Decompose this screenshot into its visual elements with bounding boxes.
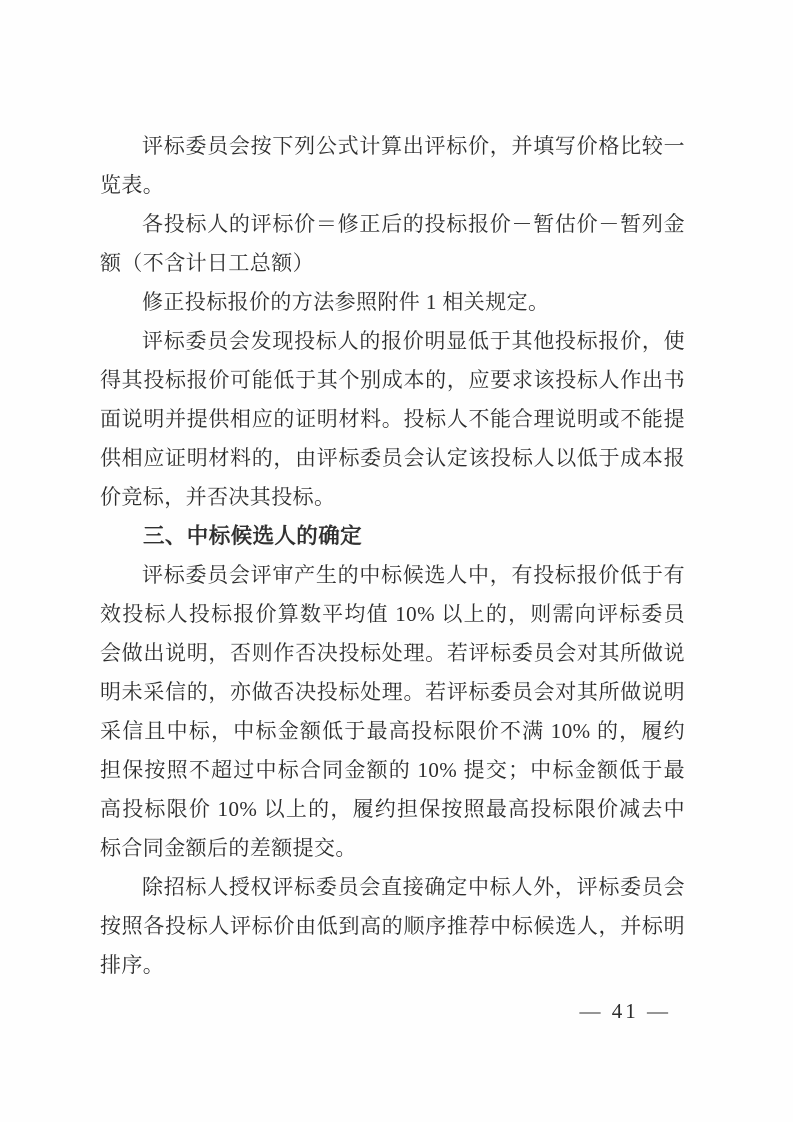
- paragraph-candidate-rules: 评标委员会评审产生的中标候选人中，有投标报价低于有效投标人投标报价算数平均值 10% 以上的，则需向评标委员会做出说明，否则作否决投标处理。若评标委员会对其所做说明未采信的，亦做否决投标处理。若评标委员会对其所做说明采信且中标，中标金额低于最高投标限价不满 10% 的，履约担保按照不超过中标合同金额的 10% 提交；中标金额低于最高投标限价 10% 以上的，履约担保按照最高投标限价减去中标合同金额后的差额提交。: [100, 563, 685, 860]
- paragraph-correction-method: 修正投标报价的方法参照附件 1 相关规定。: [142, 290, 550, 314]
- section-heading-winner-determination: 三、中标候选人的确定: [143, 524, 363, 548]
- page-number: — 41 —: [579, 999, 671, 1023]
- paragraph-formula-intro: 评标委员会按下列公式计算出评标价，并填写价格比较一览表。: [100, 134, 685, 197]
- document-text-block: [100, 127, 685, 985]
- paragraph-formula: 各投标人的评标价＝修正后的投标报价－暂估价－暂列金额（不含计日工总额）: [100, 212, 685, 275]
- paragraph-ranking-rule: 除招标人授权评标委员会直接确定中标人外，评标委员会按照各投标人评标价由低到高的顺序推荐中标候选人，并标明排序。: [100, 875, 685, 977]
- paragraph-low-bid-rule: 评标委员会发现投标人的报价明显低于其他投标报价，使得其投标报价可能低于其个别成本的，应要求该投标人作出书面说明并提供相应的证明材料。投标人不能合理说明或不能提供相应证明材料的，由评标委员会认定该投标人以低于成本报价竞标，并否决其投标。: [100, 329, 685, 509]
